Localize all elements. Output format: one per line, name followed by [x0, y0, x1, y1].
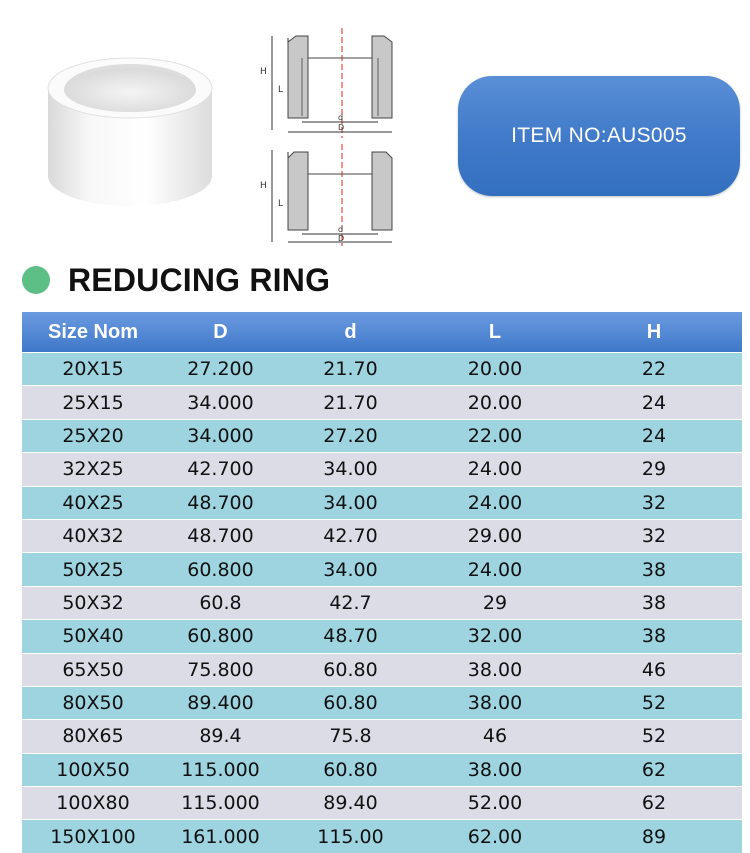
- cell-L: 38.00: [424, 653, 566, 686]
- cell-size: 40X32: [22, 519, 164, 552]
- table-row: [22, 419, 742, 452]
- dimension-d-label: d: [338, 225, 344, 234]
- cell-L: 32.00: [424, 620, 566, 653]
- cell-H: 29: [566, 453, 742, 486]
- cell-L: 24.00: [424, 486, 566, 519]
- page-title: REDUCING RING: [68, 261, 331, 298]
- cell-H: 24: [566, 386, 742, 419]
- cell-D: 34.000: [164, 419, 277, 452]
- cell-L: 38.00: [424, 686, 566, 719]
- cell-H: 52: [566, 686, 742, 719]
- header-d: d: [277, 312, 424, 353]
- cell-d: 42.7: [277, 586, 424, 619]
- cell-size: 25X20: [22, 419, 164, 452]
- dimension-D-label: D: [338, 234, 345, 243]
- cell-L: 62.00: [424, 820, 566, 853]
- cell-L: 52.00: [424, 787, 566, 820]
- product-photo: [40, 48, 220, 218]
- cell-size: 65X50: [22, 653, 164, 686]
- cell-size: 80X65: [22, 720, 164, 753]
- spec-table: [22, 312, 742, 853]
- cell-size: 80X50: [22, 686, 164, 719]
- cell-H: 32: [566, 486, 742, 519]
- drawing-top-view: [260, 28, 392, 138]
- table-row: [22, 686, 742, 719]
- item-number-badge: [458, 76, 740, 196]
- cell-size: 150X100: [22, 820, 164, 853]
- dimension-d-label: d: [338, 113, 344, 122]
- cell-d: 75.8: [277, 720, 424, 753]
- cell-L: 20.00: [424, 353, 566, 386]
- cell-size: 50X40: [22, 620, 164, 653]
- cell-H: 62: [566, 787, 742, 820]
- table-row: [22, 453, 742, 486]
- cell-d: 115.00: [277, 820, 424, 853]
- cell-H: 24: [566, 419, 742, 452]
- cell-size: 50X25: [22, 553, 164, 586]
- dimension-L-label: L: [278, 199, 284, 209]
- section-title: [22, 258, 330, 302]
- cell-D: 48.700: [164, 519, 277, 552]
- cell-D: 60.8: [164, 586, 277, 619]
- cell-L: 24.00: [424, 453, 566, 486]
- table-header-row: [22, 312, 742, 353]
- cell-L: 38.00: [424, 753, 566, 786]
- table-row: [22, 720, 742, 753]
- table-row: [22, 653, 742, 686]
- cell-d: 34.00: [277, 453, 424, 486]
- cell-H: 22: [566, 353, 742, 386]
- cell-H: 46: [566, 653, 742, 686]
- cell-size: 100X50: [22, 753, 164, 786]
- cell-D: 115.000: [164, 787, 277, 820]
- cell-d: 60.80: [277, 686, 424, 719]
- cell-D: 42.700: [164, 453, 277, 486]
- table-row: [22, 486, 742, 519]
- cell-D: 27.200: [164, 353, 277, 386]
- cell-L: 20.00: [424, 386, 566, 419]
- header-D: D: [164, 312, 277, 353]
- table-row: [22, 586, 742, 619]
- cell-d: 42.70: [277, 519, 424, 552]
- cell-size: 20X15: [22, 353, 164, 386]
- cell-d: 60.80: [277, 753, 424, 786]
- cell-size: 32X25: [22, 453, 164, 486]
- cell-L: 46: [424, 720, 566, 753]
- table-row: [22, 753, 742, 786]
- cell-d: 34.00: [277, 486, 424, 519]
- cell-d: 27.20: [277, 419, 424, 452]
- table-row: [22, 353, 742, 386]
- bullet-dot-icon: [22, 266, 50, 294]
- cell-D: 115.000: [164, 753, 277, 786]
- cell-H: 89: [566, 820, 742, 853]
- table-row: [22, 820, 742, 853]
- cell-D: 60.800: [164, 553, 277, 586]
- cell-D: 89.4: [164, 720, 277, 753]
- header-size-nom: Size Nom: [22, 312, 164, 353]
- table-row: [22, 386, 742, 419]
- cell-H: 38: [566, 620, 742, 653]
- table-row: [22, 553, 742, 586]
- cell-d: 21.70: [277, 386, 424, 419]
- cell-D: 75.800: [164, 653, 277, 686]
- header-L: L: [424, 312, 566, 353]
- cell-H: 32: [566, 519, 742, 552]
- technical-drawing: [250, 18, 410, 246]
- cell-size: 100X80: [22, 787, 164, 820]
- cell-D: 34.000: [164, 386, 277, 419]
- dimension-H-label: H: [260, 181, 267, 191]
- cell-H: 38: [566, 586, 742, 619]
- drawing-bottom-view: [260, 144, 392, 246]
- table-row: [22, 519, 742, 552]
- cell-D: 161.000: [164, 820, 277, 853]
- cell-L: 29: [424, 586, 566, 619]
- cell-size: 50X32: [22, 586, 164, 619]
- dimension-D-label: D: [338, 123, 345, 132]
- cell-D: 48.700: [164, 486, 277, 519]
- cell-D: 89.400: [164, 686, 277, 719]
- cell-d: 60.80: [277, 653, 424, 686]
- cell-d: 89.40: [277, 787, 424, 820]
- cell-d: 34.00: [277, 553, 424, 586]
- cell-H: 38: [566, 553, 742, 586]
- cell-L: 29.00: [424, 519, 566, 552]
- table-row: [22, 787, 742, 820]
- cell-L: 22.00: [424, 419, 566, 452]
- cell-H: 52: [566, 720, 742, 753]
- dimension-L-label: L: [278, 85, 284, 95]
- cell-size: 25X15: [22, 386, 164, 419]
- cell-size: 40X25: [22, 486, 164, 519]
- cell-d: 48.70: [277, 620, 424, 653]
- cell-d: 21.70: [277, 353, 424, 386]
- cell-L: 24.00: [424, 553, 566, 586]
- header-H: H: [566, 312, 742, 353]
- cell-D: 60.800: [164, 620, 277, 653]
- item-number-text: ITEM NO:AUS005: [511, 124, 687, 147]
- dimension-H-label: H: [260, 67, 267, 77]
- cell-H: 62: [566, 753, 742, 786]
- table-row: [22, 620, 742, 653]
